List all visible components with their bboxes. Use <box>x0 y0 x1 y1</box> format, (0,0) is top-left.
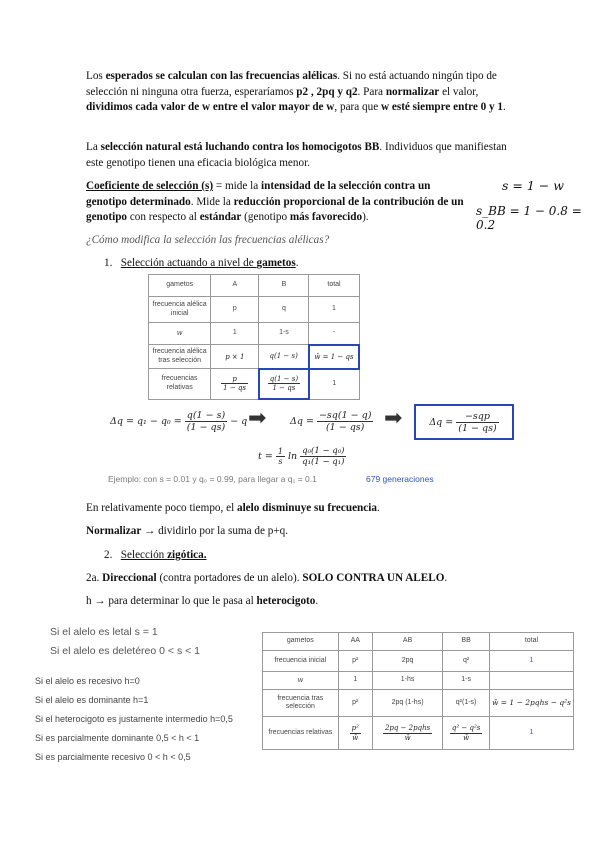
formula-sbb: s_BB = 1 − 0.8 = 0.2 <box>476 204 582 232</box>
row-label: w <box>149 323 211 345</box>
table-cell: p² <box>338 690 372 717</box>
table-cell-highlighted: w̄ = 1 − qs <box>309 345 359 369</box>
list-item: Si el alelo es recesivo h=0 <box>35 676 140 686</box>
table-cell: p² <box>338 651 372 672</box>
table-cell: q <box>259 297 309 323</box>
table-cell: 1-s <box>259 323 309 345</box>
table-header: gametos <box>263 633 339 651</box>
paragraph-normalizar: Normalizar → dividirlo por la suma de p+q. <box>86 525 289 537</box>
paragraph-alelo-disminuye: En relativamente poco tiempo, el alelo disminuye su frecuencia. <box>86 502 380 514</box>
table-header: BB <box>443 633 490 651</box>
table-row <box>263 651 574 672</box>
table-row <box>263 671 574 689</box>
paragraph-esperados: Los esperados se calculan con las frecuencias alélicas. Si no está actuando ningún tipo de selección ni ninguna otra fuerza, esperaríamos p2 , 2pq y q2. Para normalizar el valor, dividimos cada valor de w entre el valor mayor de w, para que w esté siempre entre 0 y 1. <box>86 70 506 113</box>
list-item-zigotica: 2. Selección zigótica. <box>104 549 207 561</box>
table-cell: 1-s <box>443 671 490 689</box>
table-cell: p <box>211 297 259 323</box>
table-cell: $\frac{p}{1 - qs}$ <box>211 369 259 399</box>
time-equation: t = $\frac{1}{s}$ ln $\frac{\text{q₀(1 − q₀)}}{\text{q₁(1 − q₁)}}$ <box>258 446 345 467</box>
table-row <box>149 323 360 345</box>
example-result: 679 generaciones <box>366 474 434 484</box>
paragraph-direccional: 2a. Direccional (contra portadores de un alelo). SOLO CONTRA UN ALELO. <box>86 572 448 584</box>
table-cell: 1 <box>309 369 359 399</box>
table-cell-highlighted: $\frac{q(1 - s)}{1 - qs}$ <box>259 369 309 399</box>
table-cell: p × 1 <box>211 345 259 369</box>
table-header: gametos <box>149 275 211 297</box>
h-values-list <box>35 675 233 764</box>
table-cell: q² <box>443 651 490 672</box>
delta-q-simplified: Δq = $\frac{-sq(1 - q)}{(1 - qs)}$ <box>290 410 372 433</box>
table-cell: - <box>309 323 359 345</box>
table-header: total <box>309 275 359 297</box>
table-cell: q(1 − s) <box>259 345 309 369</box>
list-item: Si el heterocigoto es justamente intermedio h=0,5 <box>35 714 233 724</box>
table-cell: 1 <box>338 671 372 689</box>
table-cell: $\frac{\text{2pq − 2pqhs}}{w̄}$ <box>372 717 442 750</box>
table-cell: 1 <box>489 717 573 750</box>
table-cell: 1 <box>211 323 259 345</box>
table-row <box>149 345 360 369</box>
list-deletereo: Si el alelo es deletéreo 0 < s < 1 <box>50 645 201 657</box>
row-label: frecuencias relativas <box>149 369 211 399</box>
list-item: Si es parcialmente dominante 0,5 < h < 1 <box>35 733 200 743</box>
paragraph-heterocigoto: h → para determinar lo que le pasa al heterocigoto. <box>86 595 319 607</box>
zygotic-table <box>262 632 574 750</box>
table-row <box>263 717 574 750</box>
list-letal: Si el alelo es letal s = 1 <box>50 626 158 638</box>
row-label: frecuencia inicial <box>263 651 339 672</box>
delta-q-equation: Δq = q₁ − q₀ = $\frac{q(1 - s)}{(1 - qs)}$ − q <box>110 410 248 433</box>
gametes-table <box>148 274 360 400</box>
row-label: frecuencia tras selección <box>263 690 339 717</box>
table-header: A <box>211 275 259 297</box>
table-cell: 2pq (1-hs) <box>372 690 442 717</box>
row-label: frecuencia alélica inicial <box>149 297 211 323</box>
list-item: Si el alelo es dominante h=1 <box>35 695 149 705</box>
arrow-right-icon: ➡ <box>248 406 267 431</box>
formula-s: s = 1 − w <box>502 178 564 193</box>
table-header: total <box>489 633 573 651</box>
table-cell: $\frac{\text{p²}}{w̄}$ <box>338 717 372 750</box>
table-header: AB <box>372 633 442 651</box>
table-cell: w̄ = 1 − 2pqhs − q²s <box>489 690 573 717</box>
paragraph-coeficiente-seleccion: Coeficiente de selección (s) = mide la intensidad de la selección contra un genotipo determinado. Mide la reducción proporcional de la contribución de un genotipo con respecto al estándar (genotipo más favorecido). <box>86 180 464 223</box>
table-header: B <box>259 275 309 297</box>
table-header: AA <box>338 633 372 651</box>
list-item: Si es parcialmente recesivo 0 < h < 0,5 <box>35 752 191 762</box>
table-row <box>149 297 360 323</box>
row-label: frecuencias relativas <box>263 717 339 750</box>
example-text: Ejemplo: con s = 0.01 y q₀ = 0.99, para llegar a q₁ = 0.1 <box>108 474 317 484</box>
delta-q-result-box: Δq = $\frac{\text{−sqp}}{(1 - qs)}$ <box>414 404 514 440</box>
table-cell: 1-hs <box>372 671 442 689</box>
table-cell: 2pq <box>372 651 442 672</box>
table-cell: 1 <box>489 651 573 672</box>
row-label: frecuencia alélica tras selección <box>149 345 211 369</box>
row-label: w <box>263 671 339 689</box>
table-cell <box>489 671 573 689</box>
list-item-gametos: 1. Selección actuando a nivel de gametos. <box>104 257 299 269</box>
arrow-right-icon: ➡ <box>384 406 403 431</box>
table-cell: $\frac{\text{q² − q²s}}{w̄}$ <box>443 717 490 750</box>
table-cell: 1 <box>309 297 359 323</box>
table-cell: q²(1-s) <box>443 690 490 717</box>
table-row <box>149 369 360 399</box>
table-row <box>263 690 574 717</box>
question-heading: ¿Cómo modifica la selección las frecuencias alélicas? <box>86 234 330 246</box>
paragraph-seleccion-natural: La selección natural está luchando contra los homocigotos BB. Individuos que manifiestan este genotipo tienen una eficacia biológica menor. <box>86 141 507 169</box>
